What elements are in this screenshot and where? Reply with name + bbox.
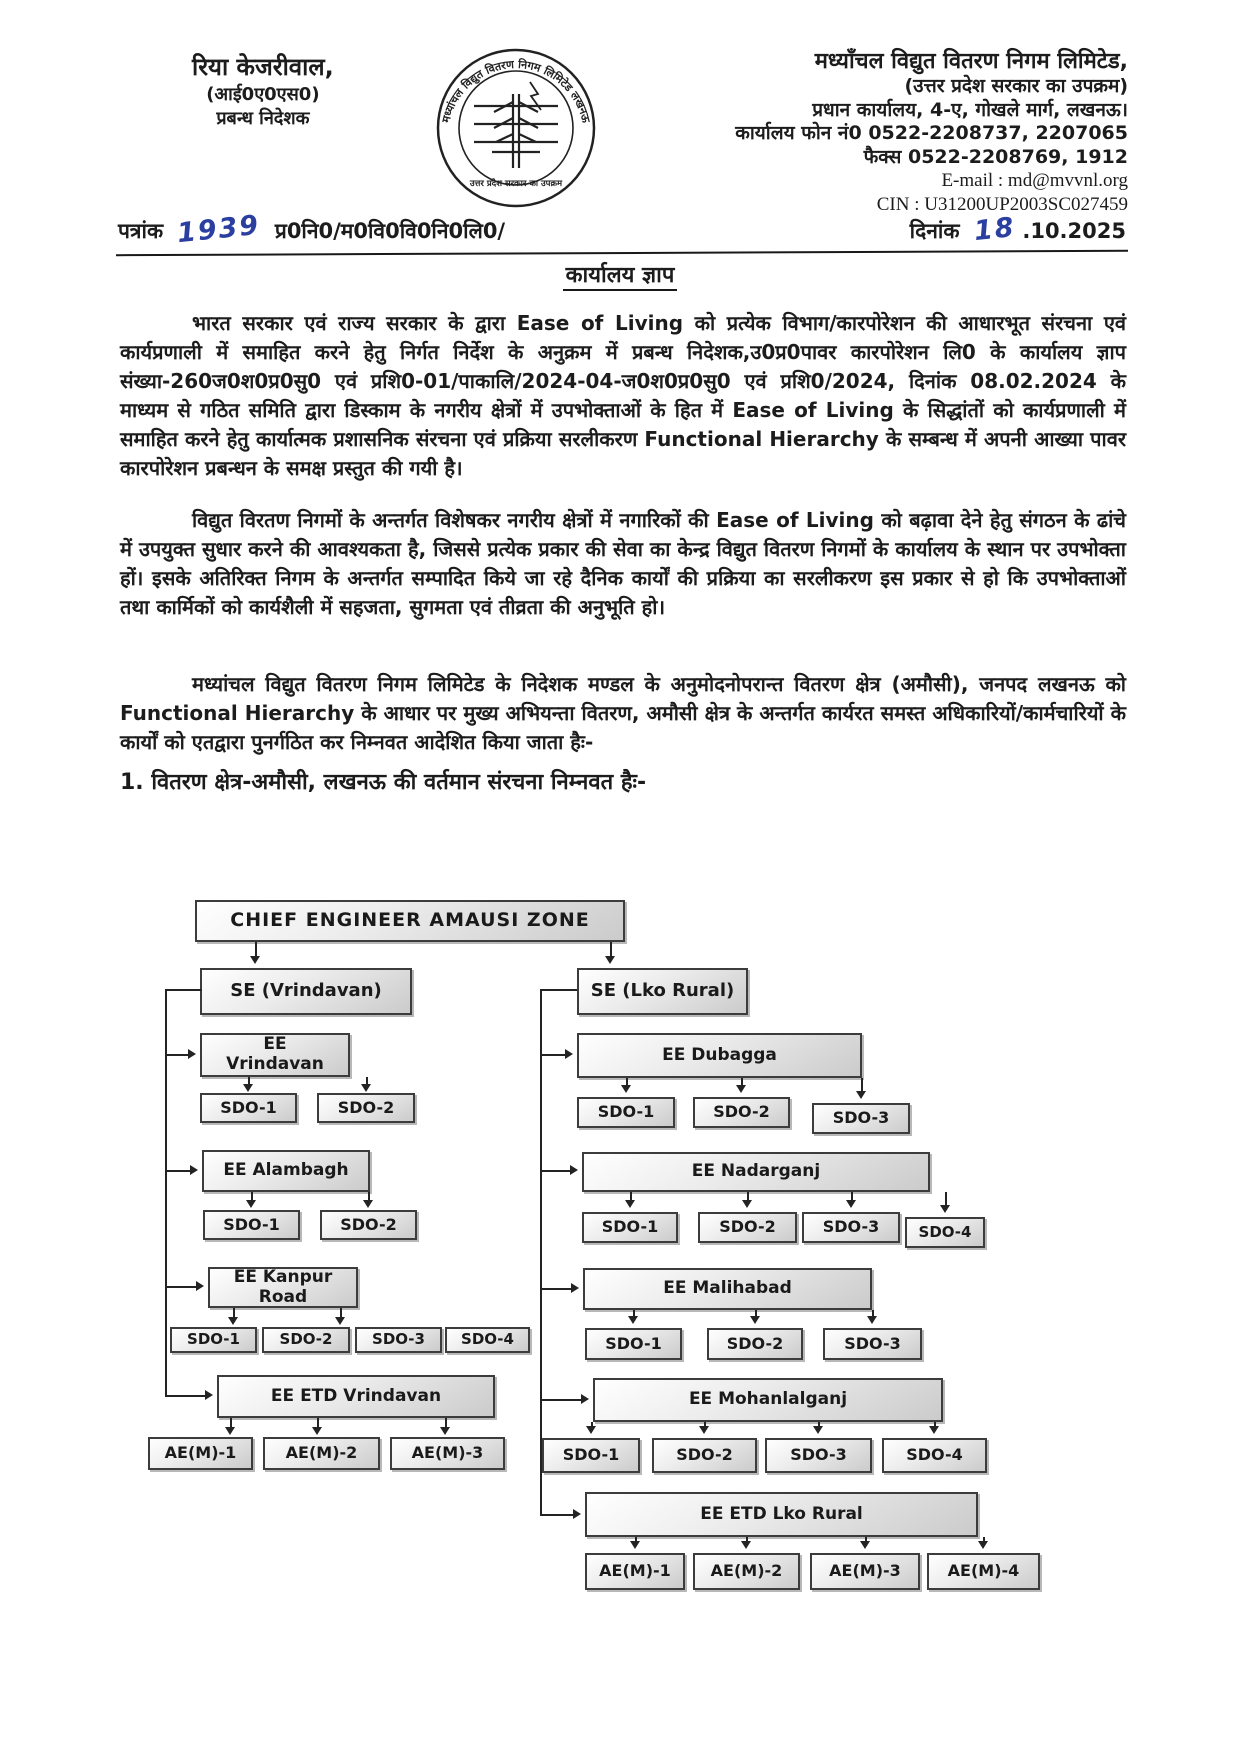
date-printed: .10.2025	[1022, 219, 1126, 243]
arrow-right-icon	[205, 1390, 213, 1400]
arrow-down-icon	[929, 1426, 939, 1434]
org-fax: फैक्स 0522-2208769, 1912	[863, 145, 1128, 168]
date-day-handwritten: 18	[972, 211, 1017, 248]
org-box-sdo: SDO-1	[200, 1093, 297, 1123]
arrow-down-icon	[856, 1091, 866, 1099]
org-box-sdo: SDO-3	[812, 1103, 910, 1134]
patrank-office-code: प्र0नि0/म0वि0वि0नि0लि0/	[274, 219, 506, 243]
org-box-ae: AE(M)-3	[810, 1553, 920, 1590]
header-divider-rule	[116, 250, 1128, 256]
org-box-ee-etd-lko-rural: EE ETD Lko Rural	[585, 1492, 978, 1537]
arrow-down-icon	[243, 1084, 253, 1092]
arrow-down-icon	[312, 1427, 322, 1435]
org-box-sdo: SDO-2	[320, 1210, 417, 1240]
mvvnl-seal-logo	[434, 46, 598, 210]
arrow-down-icon	[246, 1200, 256, 1208]
arrow-right-icon	[196, 1281, 204, 1291]
date-label: दिनांक	[909, 219, 960, 243]
connector	[165, 1395, 207, 1397]
section-1-heading: 1. वितरण क्षेत्र-अमौसी, लखनऊ की वर्तमान संरचना निम्नवत हैः-	[120, 770, 647, 795]
org-box-sdo: SDO-2	[262, 1327, 350, 1353]
org-box-sdo: SDO-1	[542, 1438, 640, 1473]
org-box-sdo: SDO-1	[585, 1328, 682, 1360]
org-box-ee-dubagga: EE Dubagga	[577, 1033, 862, 1078]
arrow-down-icon	[361, 1084, 371, 1092]
paragraph-3: मध्यांचल विद्युत वितरण निगम लिमिटेड के निदेशक मण्डल के अनुमोदनोपरान्त वितरण क्षेत्र (अमौसी), जनपद लखनऊ को Functional Hierarchy के आधार पर मुख्य अभियन्ता वितरण, अमौसी क्षेत्र के अन्तर्गत कार्यरत समस्त अधिकारियों/कार्मचारियों के कार्यों को एतद्वारा पुनर्गठित कर निम्नवत आदेशित किया जाता हैः-	[120, 672, 1126, 754]
org-box-chief-engineer: CHIEF ENGINEER AMAUSI ZONE	[195, 900, 625, 942]
connector	[540, 1288, 573, 1290]
org-box-sdo: SDO-2	[317, 1093, 415, 1123]
seal-bottom-text: उत्तर प्रदेश सरकार का उपक्रम	[469, 179, 563, 189]
connector	[165, 1054, 190, 1056]
connector	[165, 1170, 192, 1172]
arrow-down-icon	[586, 1426, 596, 1434]
org-box-sdo: SDO-3	[765, 1438, 872, 1473]
arrow-down-icon	[940, 1205, 950, 1213]
arrow-down-icon	[736, 1085, 746, 1093]
seal-top-text: मध्यांचल विद्युत वितरण निगम लिमिटेड लखनऊ	[439, 57, 593, 125]
org-chart	[0, 900, 1240, 1630]
connector	[540, 1399, 583, 1401]
power-pole-icon	[474, 82, 558, 168]
connector	[540, 1170, 572, 1172]
org-box-sdo: SDO-2	[707, 1328, 803, 1360]
arrow-down-icon	[335, 1317, 345, 1325]
org-box-sdo: SDO-3	[802, 1212, 900, 1243]
arrow-down-icon	[741, 1541, 751, 1549]
org-box-ee-etd-vrindavan: EE ETD Vrindavan	[217, 1375, 495, 1418]
connector	[540, 989, 577, 991]
seal-svg	[434, 46, 598, 210]
arrow-down-icon	[363, 1200, 373, 1208]
org-box-ee-nadarganj: EE Nadarganj	[582, 1152, 930, 1192]
letter-number-group	[118, 209, 506, 250]
org-box-sdo: SDO-2	[652, 1438, 757, 1473]
org-box-sdo: SDO-1	[577, 1097, 675, 1128]
org-subtitle: (उत्तर प्रदेश सरकार का उपक्रम)	[904, 75, 1128, 98]
arrow-down-icon	[605, 956, 615, 964]
memo-title	[0, 259, 1240, 289]
org-box-ee-malihabad: EE Malihabad	[583, 1268, 872, 1310]
org-box-sdo: SDO-3	[355, 1327, 442, 1353]
org-phone: कार्यालय फोन नं0 0522-2208737, 2207065	[735, 122, 1128, 145]
connector	[540, 1054, 567, 1056]
arrow-down-icon	[699, 1426, 709, 1434]
arrow-right-icon	[581, 1394, 589, 1404]
sender-cadre: (आई0ए0एस0)	[206, 84, 320, 106]
connector	[165, 1286, 198, 1288]
sender-name: रिया केजरीवाल,	[192, 53, 334, 81]
org-box-ae: AE(M)-2	[693, 1553, 800, 1590]
org-name: मध्याँचल विद्युत वितरण निगम लिमिटेड,	[814, 49, 1128, 74]
arrow-down-icon	[628, 1316, 638, 1324]
org-box-se-lko-rural: SE (Lko Rural)	[577, 968, 748, 1015]
org-box-ee-kanpur-road: EE Kanpur Road	[208, 1267, 358, 1308]
arrow-down-icon	[867, 1316, 877, 1324]
connector	[165, 989, 167, 1396]
arrow-down-icon	[250, 956, 260, 964]
reference-line	[118, 209, 1126, 250]
arrow-down-icon	[813, 1426, 823, 1434]
org-box-sdo: SDO-4	[905, 1217, 985, 1248]
arrow-down-icon	[860, 1541, 870, 1549]
arrow-right-icon	[188, 1049, 196, 1059]
letterhead-block	[735, 48, 1128, 217]
paragraph-2: विद्युत विरतण निगमों के अन्तर्गत विशेषकर नगरीय क्षेत्रों में नगारिकों की Ease of Living को बढ़ावा देने हेतु संगठन के ढांचे में उपयुक्त सुधार करने की आवश्यकता है, जिससे प्रत्येक प्रकार की सेवा का केन्द्र विद्युत वितरण निगमों के कार्यालय के स्थान पर उपभोक्ता हों। इसके अतिरिक्त निगम के अन्तर्गत सम्पादित किये जा रहे दैनिक कार्यों की प्रक्रिया का सरलीकरण इस प्रकार से हो कि उपभोक्ताओं तथा कार्मिकों को कार्यशैली में सहजता, सुगमता एवं तीव्रता की अनुभूति हो।	[120, 508, 1126, 619]
connector	[540, 989, 542, 1515]
connector	[540, 1514, 575, 1516]
arrow-down-icon	[621, 1085, 631, 1093]
arrow-down-icon	[225, 1427, 235, 1435]
org-box-sdo: SDO-3	[823, 1328, 922, 1360]
org-email: E-mail : md@mvvnl.org	[941, 170, 1128, 192]
arrow-down-icon	[440, 1427, 450, 1435]
arrow-right-icon	[570, 1165, 578, 1175]
org-box-sdo: SDO-2	[693, 1097, 790, 1128]
arrow-right-icon	[571, 1283, 579, 1293]
sender-block	[192, 52, 334, 130]
org-box-ae: AE(M)-1	[585, 1553, 685, 1590]
sender-designation: प्रबन्ध निदेशक	[216, 107, 310, 129]
org-address: प्रधान कार्यालय, 4-ए, गोखले मार्ग, लखनऊ।	[812, 98, 1128, 121]
date-group	[909, 211, 1126, 248]
org-box-ee-mohanlalganj: EE Mohanlalganj	[593, 1378, 943, 1422]
arrow-down-icon	[228, 1317, 238, 1325]
arrow-down-icon	[625, 1200, 635, 1208]
org-box-ae: AE(M)-3	[390, 1437, 505, 1470]
arrow-right-icon	[573, 1509, 581, 1519]
org-box-ee-alambagh: EE Alambagh	[202, 1150, 370, 1192]
memo-title-text: कार्यालय ज्ञाप	[563, 263, 678, 291]
org-cin: CIN : U31200UP2003SC027459	[876, 194, 1128, 215]
arrow-down-icon	[742, 1200, 752, 1208]
patrank-number-handwritten: 1939	[176, 209, 262, 250]
arrow-down-icon	[750, 1316, 760, 1324]
patrank-label: पत्रांक	[118, 219, 164, 243]
org-box-ae: AE(M)-2	[263, 1437, 380, 1470]
org-box-ae: AE(M)-4	[927, 1553, 1040, 1590]
arrow-down-icon	[978, 1541, 988, 1549]
org-box-ee-vrindavan: EE Vrindavan	[200, 1033, 350, 1077]
arrow-down-icon	[630, 1541, 640, 1549]
arrow-right-icon	[565, 1049, 573, 1059]
org-box-sdo: SDO-1	[582, 1212, 678, 1243]
org-box-sdo: SDO-1	[170, 1327, 257, 1353]
arrow-right-icon	[190, 1165, 198, 1175]
org-box-sdo: SDO-4	[882, 1438, 987, 1473]
org-box-sdo: SDO-4	[445, 1327, 530, 1353]
connector	[165, 989, 202, 991]
paragraph-1: भारत सरकार एवं राज्य सरकार के द्वारा Ease of Living को प्रत्येक विभाग/कारपोरेशन की आधारभूत संरचना एवं कार्यप्रणाली में समाहित करने हेतु निर्गत निर्देश के अनुक्रम में प्रबन्ध निदेशक,उ0प्र0पावर कारपोरेशन लि0 के कार्यालय ज्ञाप संख्या-260ज0श0प्र0सु0 एवं प्रशि0-01/पाकालि/2024-04-ज0श0प्र0सु0 एवं प्रशि0/2024, दिनांक 08.02.2024 के माध्यम से गठित समिति द्वारा डिस्काम के नगरीय क्षेत्रों में उपभोक्ताओं के हित में Ease of Living के सिद्धांतों को कार्यप्रणाली में समाहित करने हेतु कार्यात्मक प्रशासनिक संरचना एवं प्रक्रिया सरलीकरण Functional Hierarchy के सम्बन्ध में अपनी आख्या पावर कारपोरेशन प्रबन्धन के समक्ष प्रस्तुत की गयी है।	[120, 311, 1126, 480]
org-box-se-vrindavan: SE (Vrindavan)	[200, 968, 412, 1015]
org-box-ae: AE(M)-1	[148, 1437, 253, 1470]
org-box-sdo: SDO-1	[203, 1210, 300, 1240]
arrow-down-icon	[846, 1200, 856, 1208]
org-box-sdo: SDO-2	[698, 1212, 797, 1243]
